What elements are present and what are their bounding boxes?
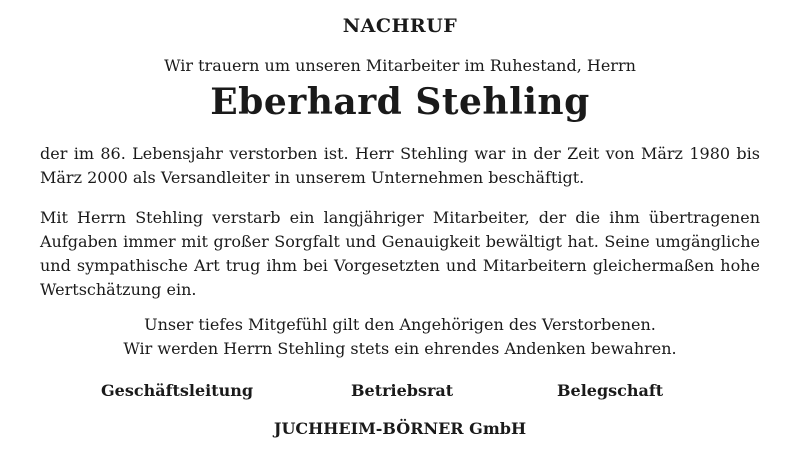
signatory-management: Geschäftsleitung [101,381,254,400]
closing-remembrance: Wir werden Herrn Stehling stets ein ehrendes Andenken bewahren. [123,339,677,358]
signatory-works-council: Betriebsrat [351,381,454,400]
closing-sympathy: Unser tiefes Mitgefühl gilt den Angehörigen des Verstorbenen. [144,315,656,334]
deceased-name: Eberhard Stehling [210,81,590,123]
company-name: JUCHHEIM-BÖRNER GmbH [273,419,527,438]
intro-line: Wir trauern um unseren Mitarbeiter im Ruhestand, Herrn [164,56,636,75]
paragraph-tribute: Mit Herrn Stehling verstarb ein langjähriger Mitarbeiter, der die ihm übertragenen Aufgaben immer mit großer Sorgfalt und Genauigkeit bewältigt hat. Seine umgängliche und sympathische Art trug ihm bei Vorgesetzten und Mitarbeitern gleichermaßen hohe Wertschätzung ein. [40,208,760,299]
signatory-staff: Belegschaft [557,381,664,400]
notice-heading: NACHRUF [342,15,458,37]
paragraph-employment: der im 86. Lebensjahr verstorben ist. Herr Stehling war in der Zeit von März 1980 bis März 2000 als Versandleiter in unserem Unternehmen beschäftigt. [40,144,760,187]
